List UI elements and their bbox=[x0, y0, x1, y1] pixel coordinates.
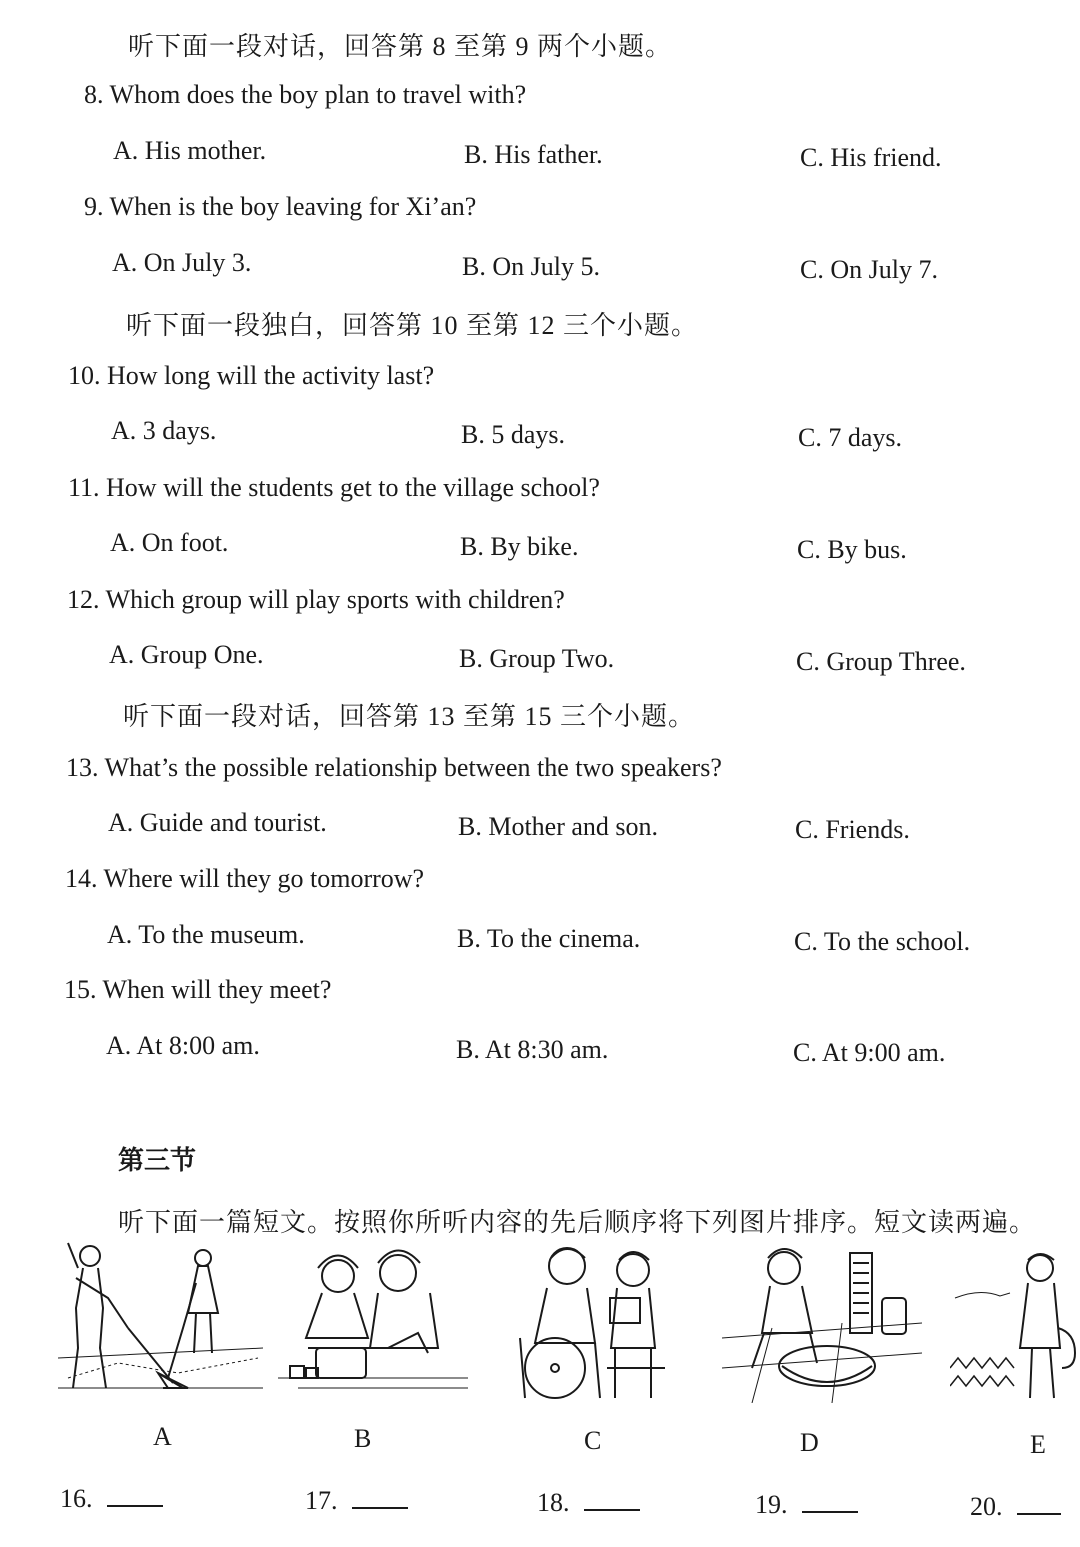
instruction-dialogue-13-15: 听下面一段对话，回答第 13 至第 15 三个小题。 bbox=[123, 702, 696, 731]
question-13-stem: 13. What’s the possible relationship between the two speakers? bbox=[66, 753, 722, 782]
blank-number: 19. bbox=[755, 1490, 788, 1519]
question-8-option-c[interactable]: C. His friend. bbox=[800, 143, 942, 172]
answer-blank-16[interactable] bbox=[60, 1484, 163, 1514]
picture-label-c: C bbox=[584, 1426, 602, 1455]
picture-label-d: D bbox=[800, 1428, 819, 1457]
reading-to-elderly-illustration bbox=[515, 1238, 680, 1403]
picture-label-e: E bbox=[1030, 1430, 1046, 1459]
instruction-monologue-10-12: 听下面一段独白，回答第 10 至第 12 三个小题。 bbox=[126, 311, 699, 340]
question-9-option-a[interactable]: A. On July 3. bbox=[112, 248, 252, 277]
washing-clothes-illustration bbox=[722, 1238, 922, 1403]
blank-line bbox=[1017, 1512, 1061, 1515]
planting-field-illustration bbox=[950, 1238, 1080, 1403]
question-15-stem: 15. When will they meet? bbox=[64, 975, 332, 1004]
question-8-option-a[interactable]: A. His mother. bbox=[113, 136, 267, 165]
question-12-option-a[interactable]: A. Group One. bbox=[109, 640, 264, 669]
question-10-option-b[interactable]: B. 5 days. bbox=[461, 420, 565, 449]
question-10-option-c[interactable]: C. 7 days. bbox=[798, 423, 902, 452]
question-13-option-a[interactable]: A. Guide and tourist. bbox=[108, 808, 327, 837]
answer-blank-17[interactable] bbox=[305, 1486, 408, 1516]
question-11-option-c[interactable]: C. By bus. bbox=[797, 535, 907, 564]
question-10-stem: 10. How long will the activity last? bbox=[68, 361, 435, 390]
question-14-option-a[interactable]: A. To the museum. bbox=[107, 920, 305, 949]
question-12-option-c[interactable]: C. Group Three. bbox=[796, 647, 966, 676]
question-15-option-a[interactable]: A. At 8:00 am. bbox=[106, 1031, 260, 1060]
question-8-stem: 8. Whom does the boy plan to travel with? bbox=[84, 80, 527, 109]
blank-line bbox=[107, 1504, 163, 1507]
question-12-stem: 12. Which group will play sports with children? bbox=[67, 585, 565, 614]
answer-blank-19[interactable] bbox=[755, 1490, 858, 1520]
answer-blank-20[interactable] bbox=[970, 1492, 1061, 1522]
blank-number: 18. bbox=[537, 1488, 570, 1517]
question-11-stem: 11. How will the students get to the village school? bbox=[68, 473, 600, 502]
question-9-option-c[interactable]: C. On July 7. bbox=[800, 255, 938, 284]
question-13-option-b[interactable]: B. Mother and son. bbox=[458, 812, 659, 841]
instruction-dialogue-8-9: 听下面一段对话，回答第 8 至第 9 两个小题。 bbox=[128, 32, 673, 61]
section-3-instruction: 听下面一篇短文。按照你所听内容的先后顺序将下列图片排序。短文读两遍。 bbox=[118, 1208, 1037, 1237]
question-9-option-b[interactable]: B. On July 5. bbox=[462, 252, 600, 281]
blank-number: 17. bbox=[305, 1486, 338, 1515]
question-15-option-b[interactable]: B. At 8:30 am. bbox=[456, 1035, 609, 1064]
sweeping-street-illustration bbox=[58, 1238, 263, 1403]
blank-line bbox=[352, 1506, 408, 1509]
blank-line bbox=[584, 1508, 640, 1511]
blank-number: 16. bbox=[60, 1484, 93, 1513]
picture-label-b: B bbox=[354, 1424, 372, 1453]
question-10-option-a[interactable]: A. 3 days. bbox=[111, 416, 217, 445]
cooking-together-illustration bbox=[278, 1238, 468, 1403]
question-9-stem: 9. When is the boy leaving for Xi’an? bbox=[84, 192, 477, 221]
question-13-option-c[interactable]: C. Friends. bbox=[795, 815, 910, 844]
blank-number: 20. bbox=[970, 1492, 1003, 1521]
blank-line bbox=[802, 1510, 858, 1513]
question-14-option-c[interactable]: C. To the school. bbox=[794, 927, 971, 956]
question-8-option-b[interactable]: B. His father. bbox=[464, 140, 603, 169]
question-11-option-a[interactable]: A. On foot. bbox=[110, 528, 229, 557]
section-3-heading: 第三节 bbox=[118, 1146, 197, 1176]
question-11-option-b[interactable]: B. By bike. bbox=[460, 532, 579, 561]
question-15-option-c[interactable]: C. At 9:00 am. bbox=[793, 1038, 946, 1067]
answer-blank-18[interactable] bbox=[537, 1488, 640, 1518]
question-14-option-b[interactable]: B. To the cinema. bbox=[457, 924, 641, 953]
question-12-option-b[interactable]: B. Group Two. bbox=[459, 644, 615, 673]
picture-label-a: A bbox=[153, 1422, 172, 1451]
question-14-stem: 14. Where will they go tomorrow? bbox=[65, 864, 425, 893]
